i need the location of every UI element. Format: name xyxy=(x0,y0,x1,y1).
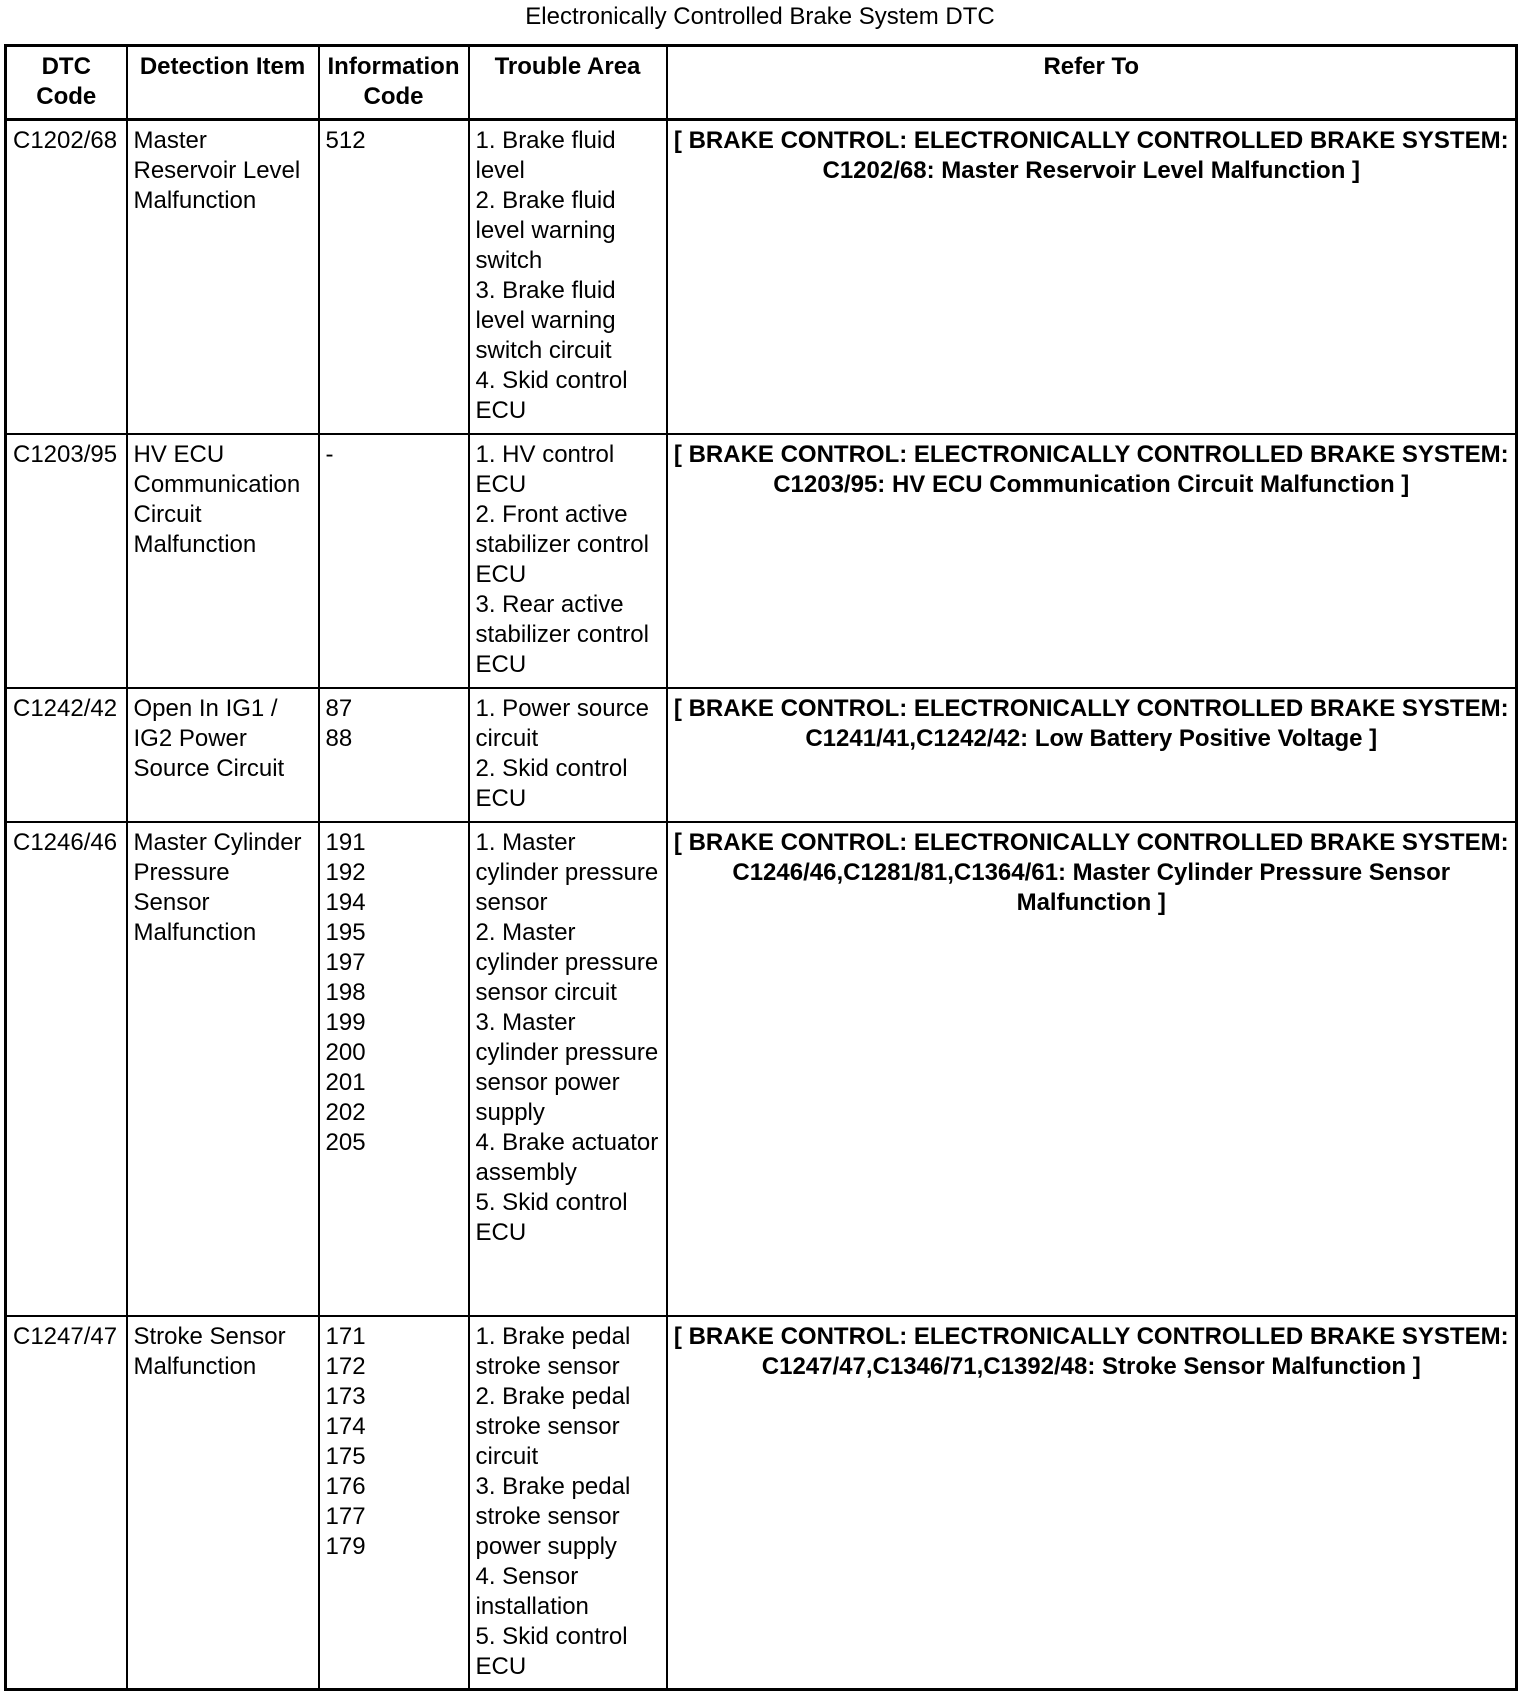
trouble-area-cell: 1. Power source circuit 2. Skid control ECU xyxy=(469,688,667,822)
detection-item-cell: Master Reservoir Level Malfunction xyxy=(127,120,319,434)
trouble-area-cell: 1. Brake fluid level 2. Brake fluid level warning switch 3. Brake fluid level warning switch circuit 4. Skid control ECU xyxy=(469,120,667,434)
table-row xyxy=(6,120,1517,434)
refer-to-link[interactable]: [ BRAKE CONTROL: ELECTRONICALLY CONTROLLED BRAKE SYSTEM: C1203/95: HV ECU Communication Circuit Malfunction ] xyxy=(667,434,1517,688)
page-title: Electronically Controlled Brake System DTC xyxy=(525,3,995,30)
table-row xyxy=(6,1316,1517,1690)
trouble-area-cell: 1. Brake pedal stroke sensor 2. Brake pedal stroke sensor circuit 3. Brake pedal stroke sensor power supply 4. Sensor installation 5. Skid control ECU xyxy=(469,1316,667,1690)
refer-to-link[interactable]: [ BRAKE CONTROL: ELECTRONICALLY CONTROLLED BRAKE SYSTEM: C1241/41,C1242/42: Low Battery Positive Voltage ] xyxy=(667,688,1517,822)
dtc-code-cell: C1247/47 xyxy=(6,1316,127,1690)
column-header-trouble-area: Trouble Area xyxy=(469,46,667,120)
dtc-table xyxy=(4,44,1518,1691)
refer-to-link[interactable]: [ BRAKE CONTROL: ELECTRONICALLY CONTROLLED BRAKE SYSTEM: C1246/46,C1281/81,C1364/61: Master Cylinder Pressure Sensor Malfunction ] xyxy=(667,822,1517,1316)
column-header-dtc-code: DTC Code xyxy=(6,46,127,120)
detection-item-cell: Open In IG1 / IG2 Power Source Circuit xyxy=(127,688,319,822)
dtc-code-cell: C1202/68 xyxy=(6,120,127,434)
column-header-detection-item: Detection Item xyxy=(127,46,319,120)
detection-item-cell: HV ECU Communication Circuit Malfunction xyxy=(127,434,319,688)
detection-item-cell: Master Cylinder Pressure Sensor Malfunction xyxy=(127,822,319,1316)
trouble-area-cell: 1. HV control ECU 2. Front active stabilizer control ECU 3. Rear active stabilizer control ECU xyxy=(469,434,667,688)
information-code-cell: 512 xyxy=(319,120,469,434)
column-header-information-code: Information Code xyxy=(319,46,469,120)
information-code-cell: 87 88 xyxy=(319,688,469,822)
refer-to-link[interactable]: [ BRAKE CONTROL: ELECTRONICALLY CONTROLLED BRAKE SYSTEM: C1247/47,C1346/71,C1392/48: Stroke Sensor Malfunction ] xyxy=(667,1316,1517,1690)
dtc-code-cell: C1246/46 xyxy=(6,822,127,1316)
detection-item-cell: Stroke Sensor Malfunction xyxy=(127,1316,319,1690)
trouble-area-cell: 1. Master cylinder pressure sensor 2. Master cylinder pressure sensor circuit 3. Master cylinder pressure sensor power supply 4. Brake actuator assembly 5. Skid control ECU xyxy=(469,822,667,1316)
table-row xyxy=(6,434,1517,688)
refer-to-link[interactable]: [ BRAKE CONTROL: ELECTRONICALLY CONTROLLED BRAKE SYSTEM: C1202/68: Master Reservoir Level Malfunction ] xyxy=(667,120,1517,434)
dtc-code-cell: C1242/42 xyxy=(6,688,127,822)
information-code-cell: 171 172 173 174 175 176 177 179 xyxy=(319,1316,469,1690)
column-header-refer-to: Refer To xyxy=(667,46,1517,120)
dtc-code-cell: C1203/95 xyxy=(6,434,127,688)
table-header-row xyxy=(6,46,1517,120)
information-code-cell: - xyxy=(319,434,469,688)
table-row xyxy=(6,822,1517,1316)
table-row xyxy=(6,688,1517,822)
information-code-cell: 191 192 194 195 197 198 199 200 201 202 205 xyxy=(319,822,469,1316)
